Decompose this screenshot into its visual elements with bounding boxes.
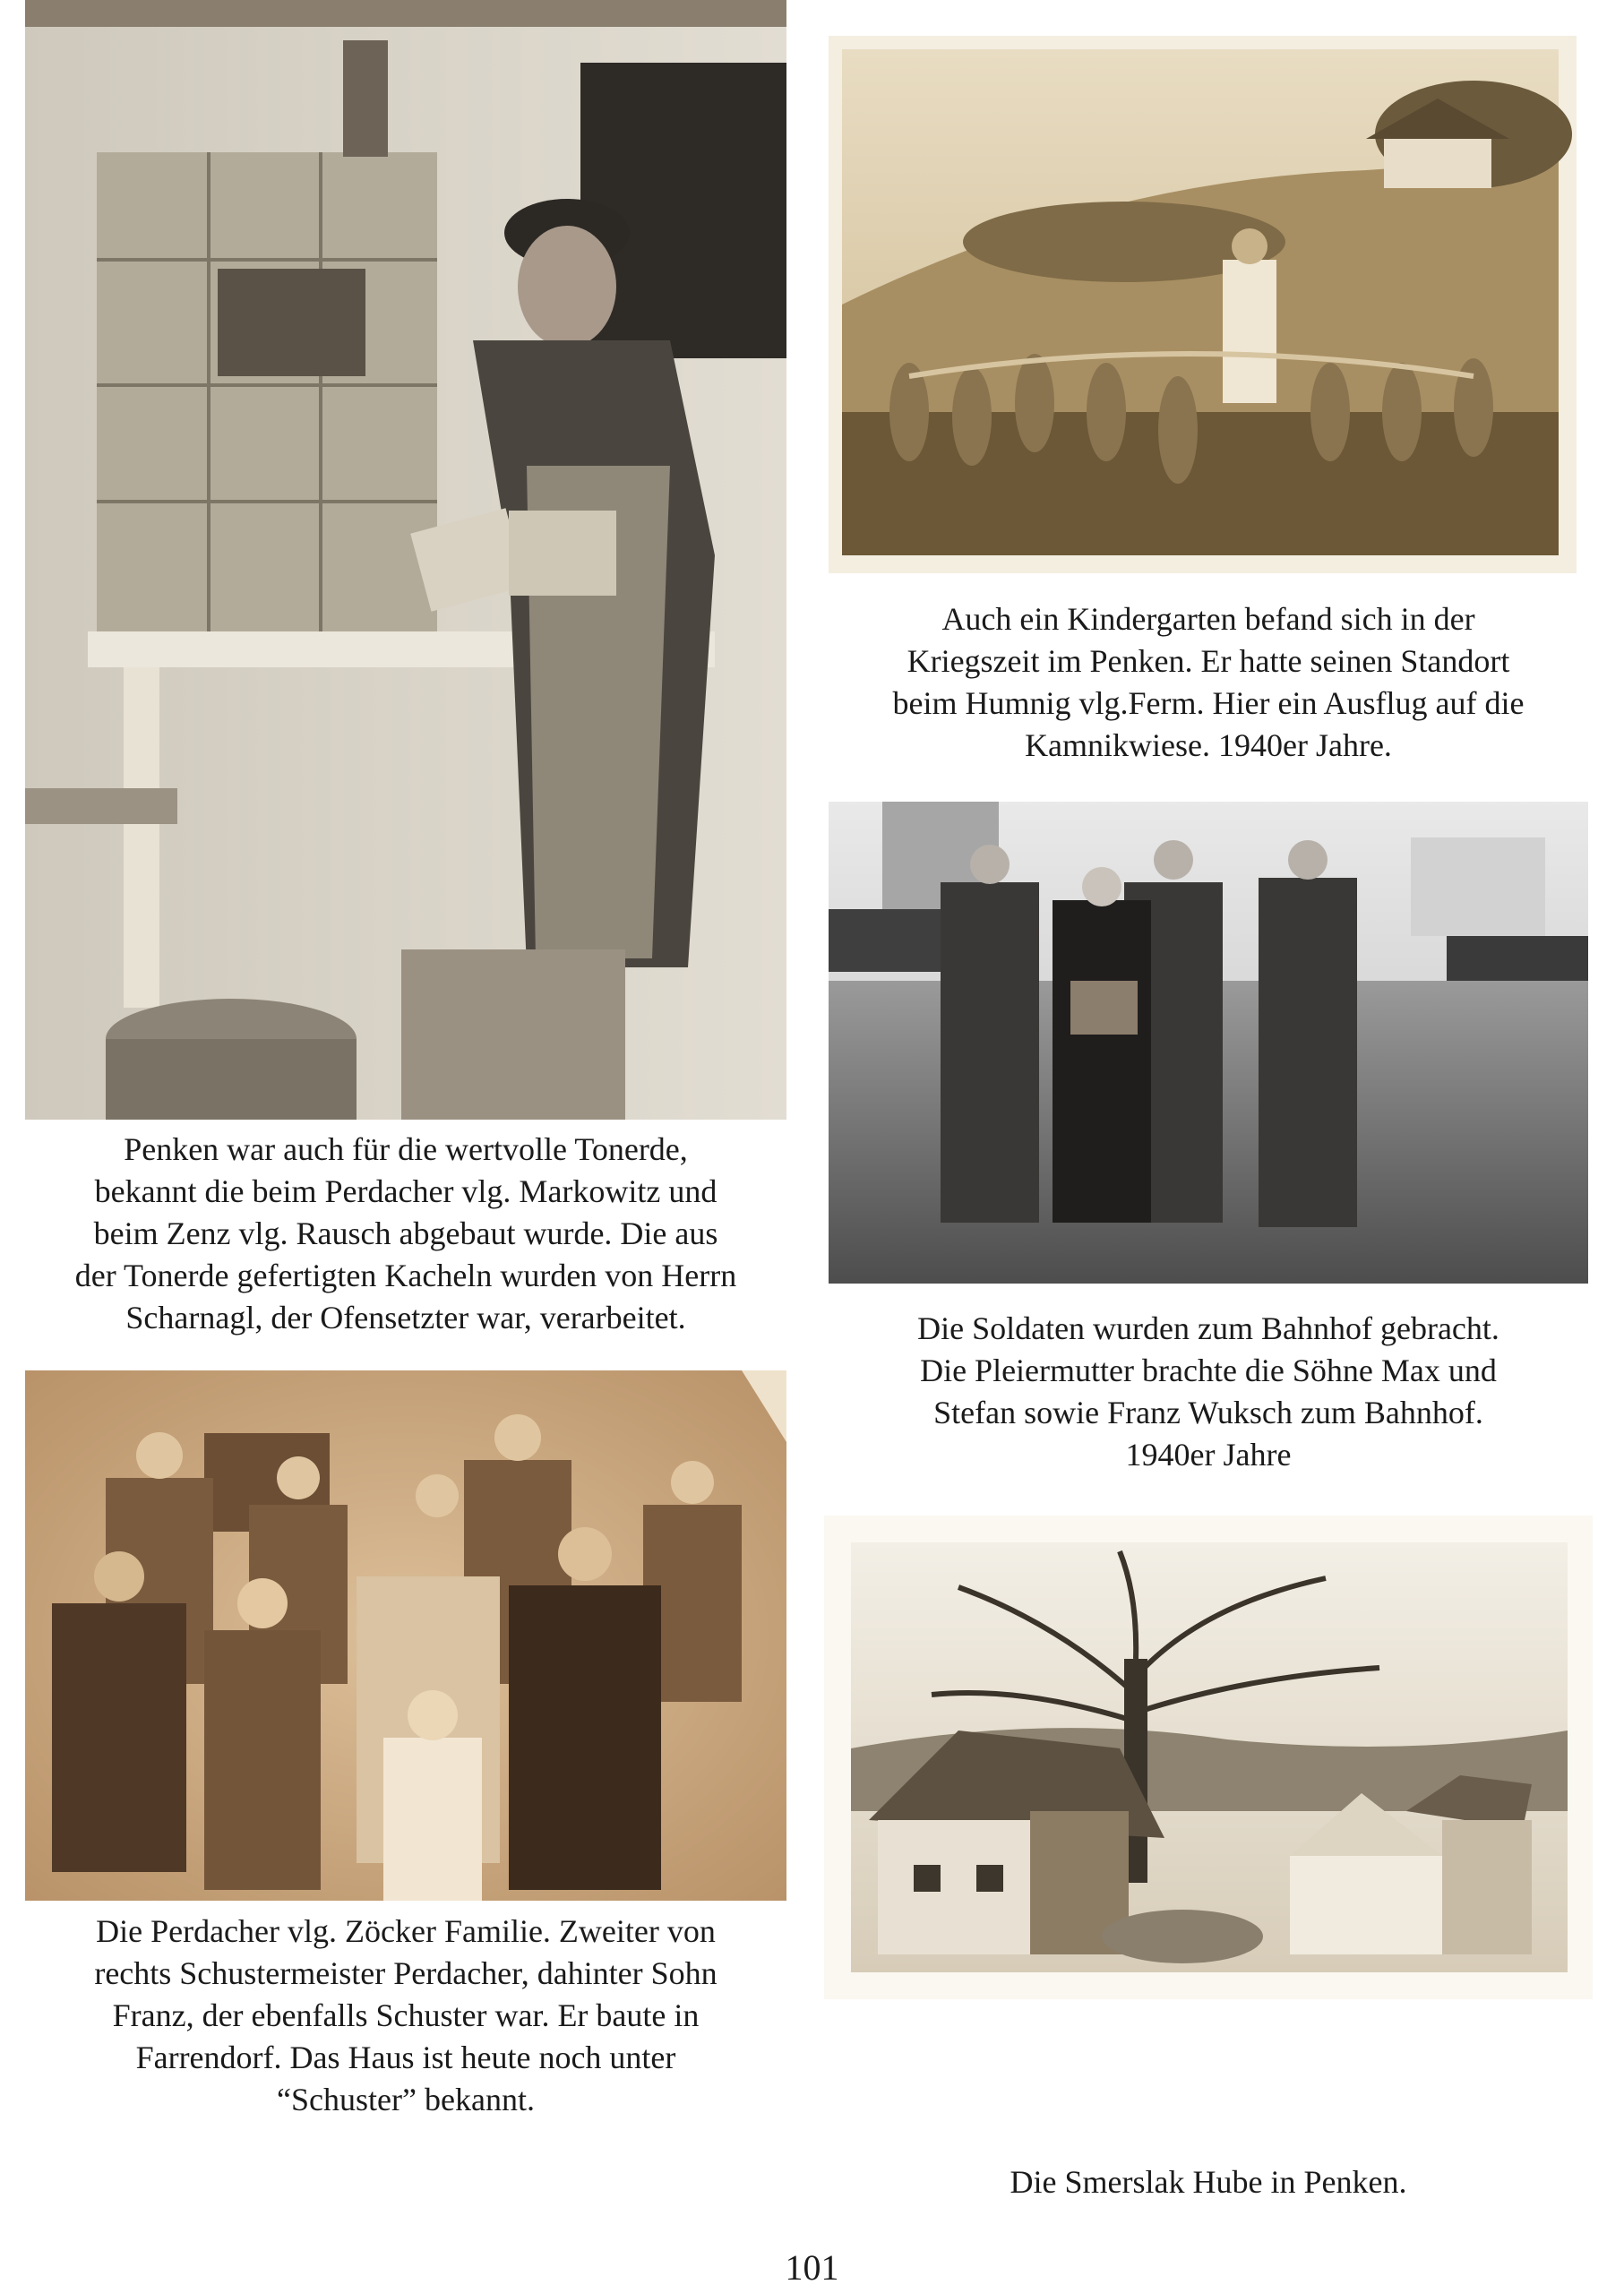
oven-maker-image [25,0,786,1120]
photo-smerslak-hube [824,1516,1593,1999]
caption-line: “Schuster” bekannt. [277,2082,535,2117]
caption-line: bekannt die beim Perdacher vlg. Markowitz und [94,1173,717,1209]
caption-line: Kamnikwiese. 1940er Jahre. [1025,727,1392,763]
caption-kindergarten [829,598,1588,767]
caption-soldiers [829,1308,1588,1476]
caption-line: Farrendorf. Das Haus ist heute noch unter [135,2040,676,2075]
page-number: 101 [785,2247,839,2288]
photo-family [25,1370,786,1901]
caption-line: Kriegszeit im Penken. Er hatte seinen Standort [907,643,1510,679]
photo-oven-maker [25,0,786,1120]
caption-line: Die Smerslak Hube in Penken. [1010,2164,1407,2200]
caption-line: Penken war auch für die wertvolle Tonerde, [124,1131,688,1167]
caption-line: 1940er Jahre [1125,1437,1292,1473]
smerslak-hube-image [824,1516,1593,1999]
caption-line: der Tonerde gefertigten Kacheln wurden von Herrn [74,1258,737,1293]
caption-oven-maker [25,1129,786,1339]
photo-kindergarten [829,36,1577,573]
family-image [25,1370,786,1901]
soldiers-image [829,802,1588,1284]
caption-line: Die Pleiermutter brachte die Söhne Max und [920,1353,1497,1388]
caption-line: beim Zenz vlg. Rausch abgebaut wurde. Die aus [93,1215,718,1251]
caption-line: beim Humnig vlg.Ferm. Hier ein Ausflug auf die [892,685,1525,721]
kindergarten-image [829,36,1577,573]
caption-line: Stefan sowie Franz Wuksch zum Bahnhof. [933,1395,1483,1430]
caption-line: Franz, der ebenfalls Schuster war. Er baute in [112,1997,700,2033]
caption-line: Die Soldaten wurden zum Bahnhof gebracht. [917,1310,1499,1346]
caption-line: Scharnagl, der Ofensetzter war, verarbeitet. [125,1300,686,1335]
caption-smerslak-hube [829,2161,1588,2203]
photo-soldiers [829,802,1588,1284]
caption-line: rechts Schustermeister Perdacher, dahinter Sohn [94,1955,717,1991]
caption-line: Auch ein Kindergarten befand sich in der [941,601,1475,637]
caption-family [25,1911,786,2121]
caption-line: Die Perdacher vlg. Zöcker Familie. Zweiter von [96,1913,716,1949]
